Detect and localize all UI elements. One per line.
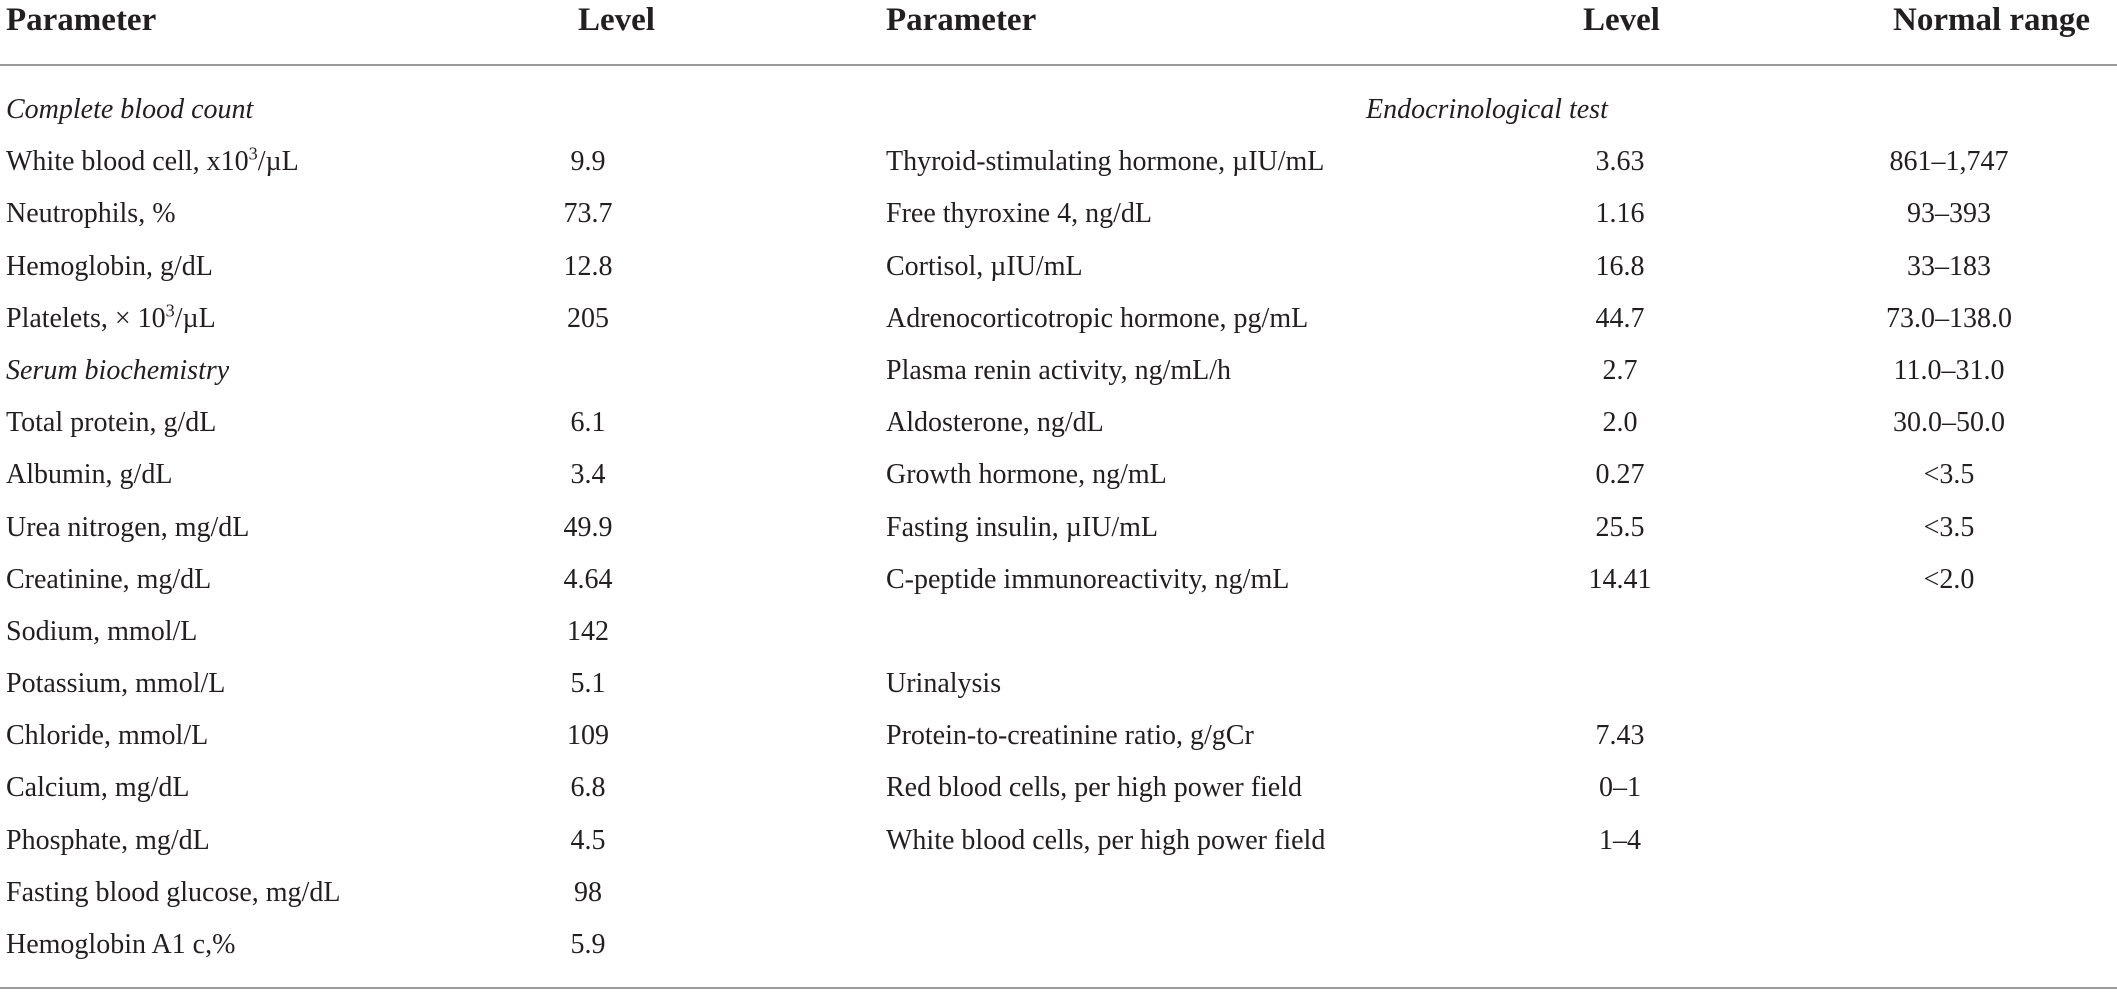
level-cell: 49.9 — [563, 511, 613, 543]
section-heading-row — [6, 345, 866, 397]
table-row — [886, 293, 2111, 345]
parameter-cell: Aldosterone, ng/dL — [886, 407, 1104, 439]
level-cell: 2.7 — [1602, 354, 1638, 386]
table-row — [6, 658, 866, 710]
table-row — [886, 554, 2111, 606]
level-cell: 4.64 — [563, 563, 613, 595]
parameter-cell: Neutrophils, % — [6, 198, 176, 230]
normal-range-cell: <3.5 — [1923, 459, 1975, 491]
header-left-level: Level — [578, 2, 655, 38]
parameter-text: White blood cell, x10 — [6, 146, 249, 178]
table-row — [6, 919, 866, 971]
section-heading: Serum biochemistry — [6, 354, 230, 386]
level-cell: 98 — [574, 876, 602, 908]
level-cell: 205 — [567, 302, 609, 334]
table-bottom-rule — [0, 987, 2117, 989]
header-left-parameter: Parameter — [6, 2, 157, 38]
header-right-parameter: Parameter — [886, 2, 1037, 38]
right-table-column — [886, 136, 2111, 867]
parameter-cell — [6, 136, 299, 188]
level-cell: 4.5 — [570, 824, 606, 856]
parameter-cell: Cortisol, µIU/mL — [886, 250, 1083, 282]
level-cell: 9.9 — [570, 146, 606, 178]
table-row — [6, 502, 866, 554]
level-cell: 5.9 — [570, 929, 606, 960]
parameter-cell — [6, 293, 216, 345]
section-heading-row — [6, 84, 866, 136]
table-row — [886, 606, 2111, 658]
parameter-cell: Urinalysis — [886, 668, 1002, 700]
parameter-cell: Albumin, g/dL — [6, 459, 173, 491]
header-right-normal-range: Normal range — [1893, 2, 2091, 38]
level-cell: 2.0 — [1602, 407, 1638, 439]
table-row — [6, 136, 866, 188]
table-row — [886, 449, 2111, 501]
parameter-cell: Urea nitrogen, mg/dL — [6, 511, 250, 543]
parameter-cell: Sodium, mmol/L — [6, 615, 198, 647]
table-row — [6, 188, 866, 240]
level-cell: 7.43 — [1595, 720, 1645, 752]
level-cell: 6.1 — [570, 407, 606, 439]
level-cell: 109 — [567, 720, 609, 752]
parameter-cell: Adrenocorticotropic hormone, pg/mL — [886, 302, 1309, 334]
parameter-cell: Protein-to-creatinine ratio, g/gCr — [886, 720, 1254, 752]
table-row — [6, 241, 866, 293]
parameter-cell: Hemoglobin, g/dL — [6, 250, 213, 282]
parameter-cell: Thyroid-stimulating hormone, µIU/mL — [886, 146, 1325, 178]
table-row — [6, 606, 866, 658]
parameter-cell: Potassium, mmol/L — [6, 668, 226, 700]
parameter-cell: Chloride, mmol/L — [6, 720, 209, 752]
parameter-cell: Creatinine, mg/dL — [6, 563, 212, 595]
left-table-column — [6, 84, 866, 971]
table-row — [886, 188, 2111, 240]
table-row — [886, 502, 2111, 554]
level-cell: 3.4 — [570, 459, 606, 491]
normal-range-cell: <2.0 — [1923, 563, 1975, 595]
parameter-superscript: 3 — [248, 143, 258, 164]
normal-range-cell: 30.0–50.0 — [1893, 407, 2005, 439]
table-row — [6, 710, 866, 762]
level-cell: 6.8 — [570, 772, 606, 804]
level-cell: 12.8 — [563, 250, 613, 282]
level-cell: 73.7 — [563, 198, 613, 230]
level-cell: 3.63 — [1595, 146, 1645, 178]
level-cell: 5.1 — [570, 668, 606, 700]
table-top-rule — [0, 64, 2117, 66]
parameter-cell: Phosphate, mg/dL — [6, 824, 210, 856]
normal-range-cell: 93–393 — [1907, 198, 1991, 230]
parameter-text: Platelets, × 10 — [6, 302, 166, 334]
table-row — [6, 867, 866, 919]
table-row — [886, 345, 2111, 397]
table-row — [6, 554, 866, 606]
table-row — [886, 815, 2111, 867]
level-cell: 1–4 — [1599, 824, 1641, 856]
table-row — [886, 762, 2111, 814]
parameter-cell: C-peptide immunoreactivity, ng/mL — [886, 563, 1290, 595]
table-row — [886, 136, 2111, 188]
table-row — [886, 397, 2111, 449]
table-row — [6, 293, 866, 345]
parameter-superscript: 3 — [165, 300, 175, 321]
level-cell: 25.5 — [1595, 511, 1645, 543]
parameter-cell: Fasting blood glucose, mg/dL — [6, 876, 341, 908]
parameter-cell: Hemoglobin A1 c,% — [6, 929, 236, 960]
parameter-cell: White blood cells, per high power field — [886, 824, 1326, 856]
table-row — [886, 710, 2111, 762]
normal-range-cell: 33–183 — [1907, 250, 1991, 282]
right-section-title — [1366, 84, 1608, 136]
header-right-level: Level — [1583, 2, 1660, 38]
parameter-cell: Free thyroxine 4, ng/dL — [886, 198, 1152, 230]
table-row — [6, 815, 866, 867]
normal-range-cell: 861–1,747 — [1889, 146, 2009, 178]
parameter-cell: Fasting insulin, µIU/mL — [886, 511, 1159, 543]
parameter-cell: Growth hormone, ng/mL — [886, 459, 1167, 491]
normal-range-cell: 73.0–138.0 — [1886, 302, 2012, 334]
level-cell: 0.27 — [1595, 459, 1645, 491]
normal-range-cell: 11.0–31.0 — [1893, 354, 2005, 386]
level-cell: 44.7 — [1595, 302, 1645, 334]
normal-range-cell: <3.5 — [1923, 511, 1975, 543]
level-cell: 0–1 — [1599, 772, 1641, 804]
level-cell: 14.41 — [1588, 563, 1652, 595]
table-row — [6, 397, 866, 449]
level-cell: 142 — [567, 615, 609, 647]
parameter-cell: Plasma renin activity, ng/mL/h — [886, 354, 1232, 386]
parameter-cell: Red blood cells, per high power field — [886, 772, 1303, 804]
right-section-title-text: Endocrinological test — [1366, 94, 1608, 125]
parameter-cell: Calcium, mg/dL — [6, 772, 190, 804]
table-row — [886, 241, 2111, 293]
table-row — [6, 449, 866, 501]
parameter-unit: /µL — [257, 146, 299, 178]
level-cell: 16.8 — [1595, 250, 1645, 282]
parameter-cell: Total protein, g/dL — [6, 407, 217, 439]
section-heading: Complete blood count — [6, 94, 254, 125]
table-row — [886, 658, 2111, 710]
level-cell: 1.16 — [1595, 198, 1645, 230]
table-row — [6, 762, 866, 814]
parameter-unit: /µL — [174, 302, 216, 334]
